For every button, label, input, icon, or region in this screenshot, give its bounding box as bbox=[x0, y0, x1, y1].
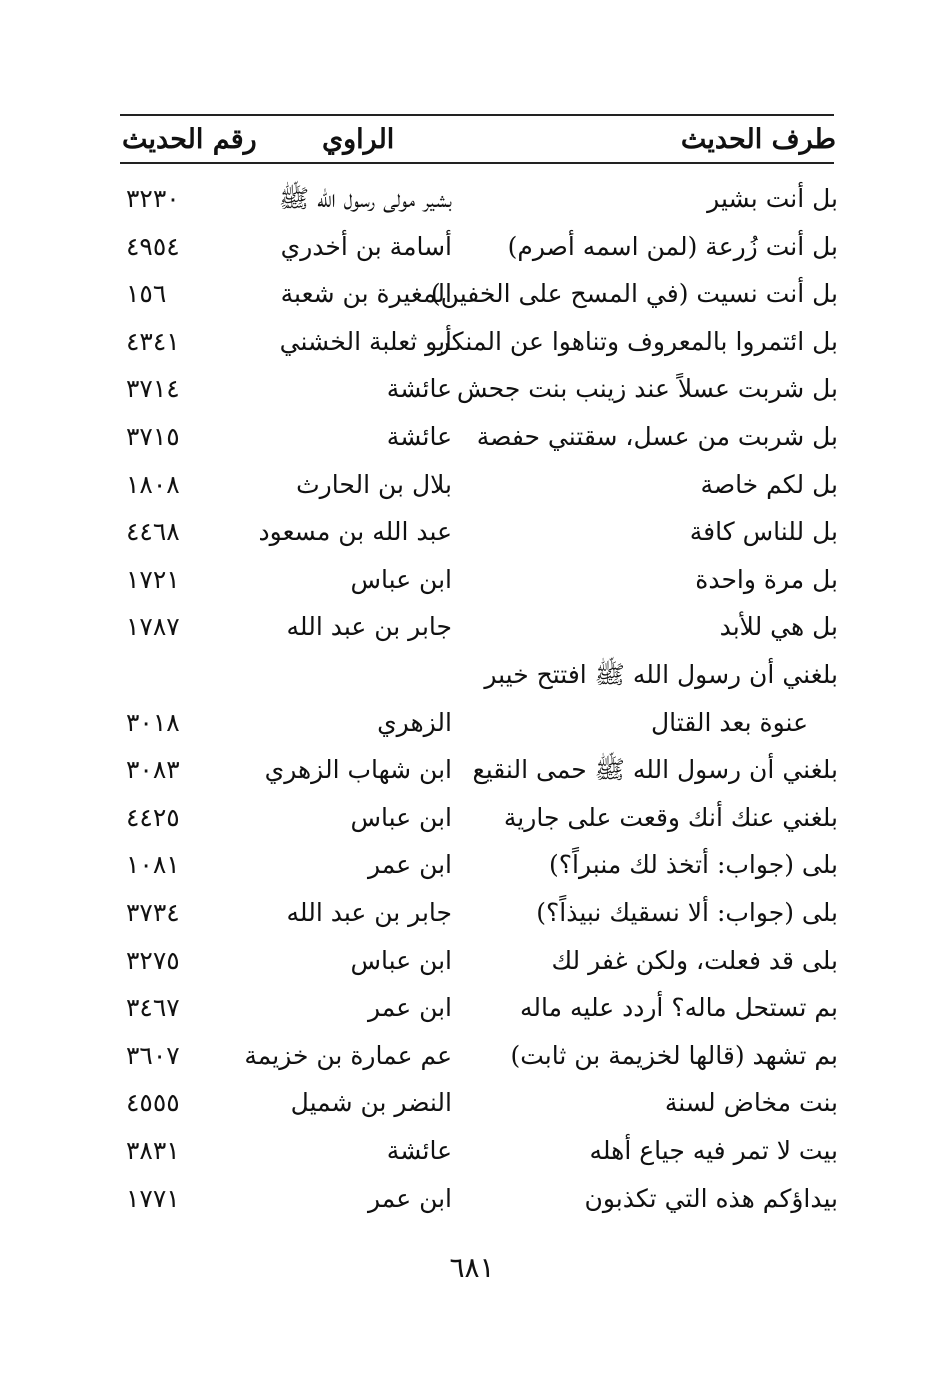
top-rule bbox=[120, 114, 834, 116]
hadith-text: بيت لا تمر فيه جياع أهله bbox=[589, 1136, 838, 1165]
hadith-text: بل لكم خاصة bbox=[700, 469, 838, 499]
narrator-name: عبد الله بن مسعود bbox=[258, 517, 452, 547]
narrator-name: المغيرة بن شعبة bbox=[280, 279, 452, 309]
hadith-text: بل ائتمروا بالمعروف وتناهوا عن المنكر bbox=[437, 326, 838, 356]
table-row bbox=[0, 603, 944, 651]
hadith-text: بل أنت زُرعة (لمن اسمه أصرم) bbox=[507, 231, 838, 261]
table-row bbox=[0, 1127, 944, 1175]
narrator-name: ابن شهاب الزهري bbox=[264, 755, 452, 785]
table-row bbox=[0, 1175, 944, 1223]
table-row bbox=[0, 318, 944, 366]
narrator-name: أسامة بن أخدري bbox=[280, 231, 452, 261]
table-row bbox=[0, 937, 944, 985]
hadith-text: عنوة بعد القتال bbox=[650, 707, 808, 737]
hadith-number: ٣٢٧٥ bbox=[126, 945, 180, 975]
narrator-name: ابن عباس bbox=[350, 945, 452, 975]
hadith-number: ١٧٧١ bbox=[126, 1183, 180, 1213]
hadith-text: بلى (جواب: ألا نسقيك نبيذاً؟) bbox=[536, 898, 838, 927]
narrator-name: عائشة bbox=[386, 1136, 452, 1165]
table-row bbox=[0, 175, 944, 223]
hadith-text: بلى (جواب: أتخذ لك منبراً؟) bbox=[549, 850, 838, 880]
hadith-text: بل مرة واحدة bbox=[695, 564, 838, 594]
narrator-name: النضر بن شميل bbox=[290, 1088, 452, 1118]
hadith-number: ٤٩٥٤ bbox=[126, 231, 180, 261]
narrator-name: ابن عمر bbox=[367, 1183, 452, 1213]
hadith-number: ٣٧٣٤ bbox=[126, 898, 180, 927]
table-row bbox=[0, 365, 944, 413]
narrator-name: ابن عباس bbox=[350, 802, 452, 832]
hadith-text: بل شربت عسلاً عند زينب بنت جحش bbox=[456, 374, 838, 404]
narrator-name: الزهري bbox=[377, 707, 452, 737]
hadith-number: ١٧٢١ bbox=[126, 564, 180, 594]
table-row bbox=[0, 746, 944, 794]
table-row bbox=[0, 461, 944, 509]
hadith-number: ٣٠٨٣ bbox=[126, 755, 180, 785]
hadith-number: ١٧٨٧ bbox=[126, 612, 180, 642]
narrator-name: عائشة bbox=[386, 374, 452, 404]
table-row bbox=[0, 508, 944, 556]
hadith-number: ٣٢٣٠ bbox=[126, 184, 180, 213]
hadith-text: بلغني أن رسول الله ﷺ افتتح خيبر bbox=[484, 660, 838, 689]
hadith-text: بل هي للأبد bbox=[719, 612, 838, 642]
hadith-number: ٤٥٥٥ bbox=[126, 1088, 180, 1118]
hadith-number: ١٠٨١ bbox=[126, 850, 180, 880]
hadith-number: ٣٠١٨ bbox=[126, 707, 180, 737]
hadith-text: بلى قد فعلت، ولكن غفر لك bbox=[551, 945, 838, 975]
table-row bbox=[0, 1032, 944, 1080]
hadith-text: بل أنت بشير bbox=[707, 184, 838, 213]
hadith-text: بل أنت نسيت (في المسح على الخفين) bbox=[430, 279, 838, 309]
hadith-number: ١٨٠٨ bbox=[126, 469, 180, 499]
table-row bbox=[0, 556, 944, 604]
table-row bbox=[0, 223, 944, 271]
narrator-name: بشير مولى رسول الله ﷺ bbox=[278, 184, 452, 213]
table-row bbox=[0, 413, 944, 461]
narrator-name: عائشة bbox=[386, 422, 452, 451]
column-header-number: رقم الحديث bbox=[122, 124, 257, 155]
narrator-name: ابن عباس bbox=[350, 564, 452, 594]
narrator-name: بلال بن الحارث bbox=[296, 469, 452, 499]
hadith-text: بيداؤكم هذه التي تكذبون bbox=[584, 1183, 838, 1213]
narrator-name: ابن عمر bbox=[367, 993, 452, 1023]
hadith-text: بل شربت من عسل، سقتني حفصة bbox=[476, 422, 838, 451]
table-row bbox=[0, 984, 944, 1032]
hadith-number: ٣٤٦٧ bbox=[126, 993, 180, 1023]
hadith-text: بلغني أن رسول الله ﷺ حمى النقيع bbox=[472, 755, 838, 785]
narrator-name: جابر بن عبد الله bbox=[286, 612, 452, 642]
hadith-number: ٣٧١٥ bbox=[126, 422, 180, 451]
hadith-text: بنت مخاض لسنة bbox=[664, 1088, 838, 1118]
table-row bbox=[0, 270, 944, 318]
table-row bbox=[0, 1079, 944, 1127]
hadith-text: بم تستحل ماله؟ أردد عليه ماله bbox=[520, 993, 838, 1023]
hadith-number: ١٥٦ bbox=[126, 279, 167, 309]
hadith-number: ٤٤٦٨ bbox=[126, 517, 180, 547]
hadith-number: ٣٧١٤ bbox=[126, 374, 180, 404]
hadith-number: ٣٦٠٧ bbox=[126, 1040, 180, 1070]
hadith-number: ٤٣٤١ bbox=[126, 326, 180, 356]
table-row bbox=[0, 651, 944, 699]
table-row bbox=[0, 889, 944, 937]
narrator-name: أبو ثعلبة الخشني bbox=[279, 326, 452, 356]
column-header-hadith: طرف الحديث bbox=[680, 124, 836, 155]
table-row bbox=[0, 699, 944, 747]
narrator-name: ابن عمر bbox=[367, 850, 452, 880]
table-row bbox=[0, 841, 944, 889]
hadith-text: بلغني عنك أنك وقعت على جارية bbox=[503, 802, 838, 832]
table-row bbox=[0, 794, 944, 842]
hadith-number: ٤٤٢٥ bbox=[126, 802, 180, 832]
hadith-number: ٣٨٣١ bbox=[126, 1136, 180, 1165]
header-rule bbox=[120, 162, 834, 164]
page-number: ٦٨١ bbox=[449, 1251, 495, 1284]
narrator-name: جابر بن عبد الله bbox=[286, 898, 452, 927]
narrator-name: عم عمارة بن خزيمة bbox=[244, 1040, 452, 1070]
hadith-text: بم تشهد (قالها لخزيمة بن ثابت) bbox=[510, 1040, 838, 1070]
hadith-text: بل للناس كافة bbox=[689, 517, 838, 547]
column-header-narrator: الراوي bbox=[322, 124, 395, 155]
